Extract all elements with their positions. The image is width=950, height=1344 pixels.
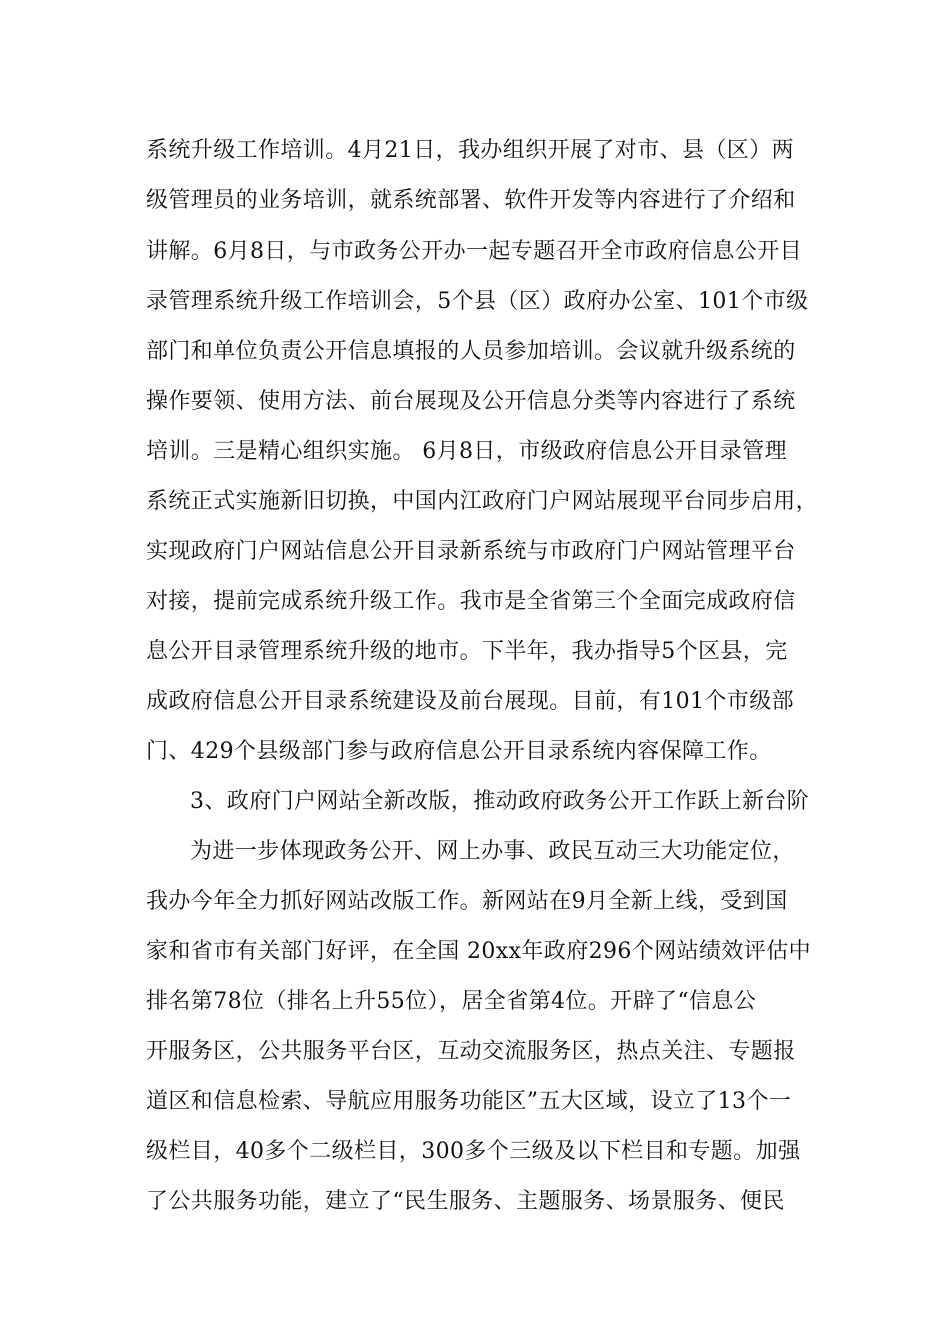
text-line: 我办今年全力抓好网站改版工作。新网站在9月全新上线，受到国 (146, 889, 788, 914)
text-line: 家和省市有关部门好评，在全国 20xx年政府296个网站绩效评估中 (146, 939, 811, 964)
text-line: 讲解。6月8日，与市政务公开办一起专题召开全市政府信息公开目 (146, 239, 802, 264)
text-line: 操作要领、使用方法、前台展现及公开信息分类等内容进行了系统 (146, 389, 796, 414)
text-line: 成政府信息公开目录系统建设及前台展现。目前，有101个市级部 (146, 689, 794, 714)
text-line: 开服务区，公共服务平台区，互动交流服务区，热点关注、专题报 (146, 1039, 796, 1064)
text-line: 级栏目，40多个二级栏目，300多个三级及以下栏目和专题。加强 (146, 1139, 801, 1164)
text-line: 对接，提前完成系统升级工作。我市是全省第三个全面完成政府信 (146, 589, 796, 614)
text-line: 系统正式实施新旧切换，中国内江政府门户网站展现平台同步启用， (146, 489, 819, 514)
text-line: 息公开目录管理系统升级的地市。下半年，我办指导5个区县，完 (146, 639, 788, 664)
text-line: 部门和单位负责公开信息填报的人员参加培训。会议就升级系统的 (146, 339, 796, 364)
text-line: 录管理系统升级工作培训会，5个县（区）政府办公室、101个市级 (146, 289, 809, 314)
section-heading: 3、政府门户网站全新改版，推动政府政务公开工作跃上新台阶 (190, 789, 810, 814)
text-line: 实现政府门户网站信息公开目录新系统与市政府门户网站管理平台 (146, 539, 796, 564)
paragraph-first-line: 为进一步体现政务公开、网上办事、政民互动三大功能定位， (190, 839, 795, 864)
text-line: 排名第78位（排名上升55位），居全省第4位。开辟了“信息公 (146, 989, 757, 1014)
text-line: 门、429个县级部门参与政府信息公开目录系统内容保障工作。 (146, 739, 772, 764)
text-line: 级管理员的业务培训，就系统部署、软件开发等内容进行了介绍和 (146, 188, 796, 213)
text-line: 了公共服务功能，建立了“民生服务、主题服务、场景服务、便民 (146, 1189, 785, 1214)
text-line: 道区和信息检索、导航应用服务功能区”五大区域，设立了13个一 (146, 1089, 792, 1114)
text-line: 培训。三是精心组织实施。 6月8日，市级政府信息公开目录管理 (146, 439, 787, 464)
text-line: 系统升级工作培训。4月21日，我办组织开展了对市、县（区）两 (146, 138, 794, 163)
